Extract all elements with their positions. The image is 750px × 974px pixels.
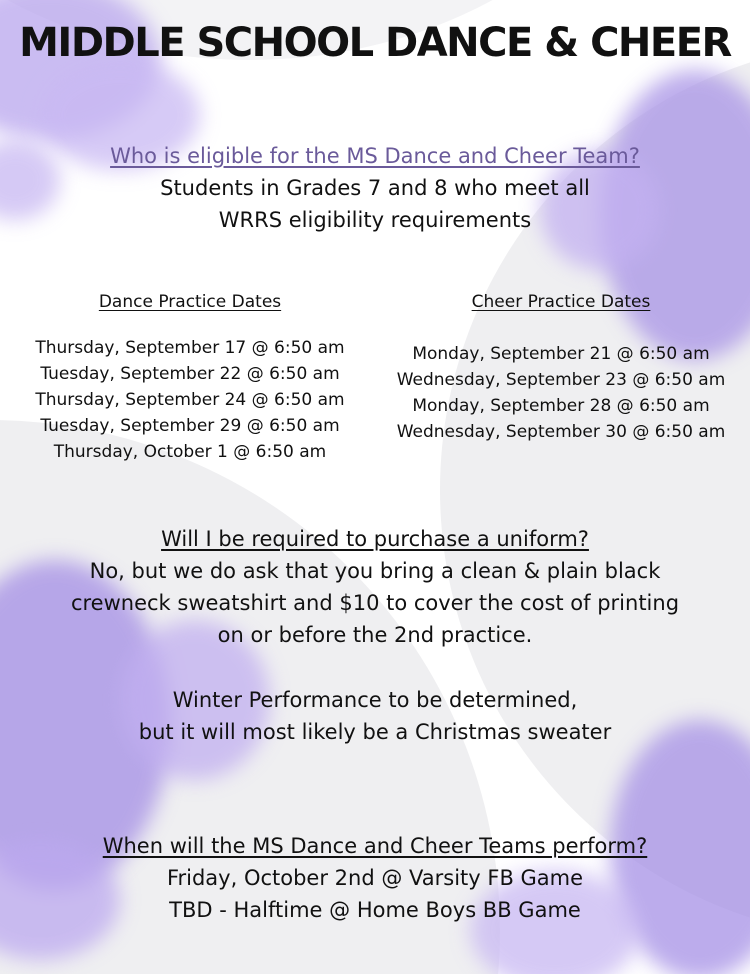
cheer-practice-section <box>382 289 740 445</box>
perform-question: When will the MS Dance and Cheer Teams perform? <box>102 834 648 858</box>
cheer-practice-date: Monday, September 21 @ 6:50 am <box>412 344 710 364</box>
cheer-practice-dates <box>382 341 740 445</box>
perform-answer-line: TBD - Halftime @ Home Boys BB Game <box>169 898 581 922</box>
uniform-answer-line: No, but we do ask that you bring a clean & plain black <box>89 559 661 583</box>
dance-practice-section <box>10 289 370 465</box>
dance-practice-date: Tuesday, September 22 @ 6:50 am <box>40 364 340 384</box>
cheer-practice-date: Wednesday, September 23 @ 6:50 am <box>396 370 726 390</box>
dance-practice-heading: Dance Practice Dates <box>98 292 282 312</box>
eligibility-answer-line: Students in Grades 7 and 8 who meet all <box>160 176 590 200</box>
perform-section <box>0 830 750 926</box>
uniform-question: Will I be required to purchase a uniform? <box>161 527 589 551</box>
perform-answer-line: Friday, October 2nd @ Varsity FB Game <box>166 866 584 890</box>
dance-practice-date: Thursday, September 24 @ 6:50 am <box>35 390 345 410</box>
eligibility-answer-line: WRRS eligibility requirements <box>218 208 532 232</box>
winter-performance-line: but it will most likely be a Christmas sweater <box>138 720 612 744</box>
cheer-practice-date: Monday, September 28 @ 6:50 am <box>412 396 710 416</box>
dance-practice-date: Thursday, October 1 @ 6:50 am <box>53 442 327 462</box>
eligibility-question: Who is eligible for the MS Dance and Cheer Team? <box>110 144 640 168</box>
uniform-answer-line: on or before the 2nd practice. <box>217 623 533 647</box>
dance-practice-dates <box>10 335 370 465</box>
winter-performance-line: Winter Performance to be determined, <box>172 688 578 712</box>
page-title: MIDDLE SCHOOL DANCE & CHEER <box>19 20 731 66</box>
cheer-practice-date: Wednesday, September 30 @ 6:50 am <box>396 422 726 442</box>
winter-performance-section <box>0 684 750 748</box>
eligibility-section <box>0 140 750 236</box>
uniform-section <box>0 523 750 651</box>
dance-practice-date: Tuesday, September 29 @ 6:50 am <box>40 416 340 436</box>
cheer-practice-heading: Cheer Practice Dates <box>471 292 651 312</box>
uniform-answer-line: crewneck sweatshirt and $10 to cover the cost of printing <box>70 591 680 615</box>
dance-practice-date: Thursday, September 17 @ 6:50 am <box>35 338 345 358</box>
